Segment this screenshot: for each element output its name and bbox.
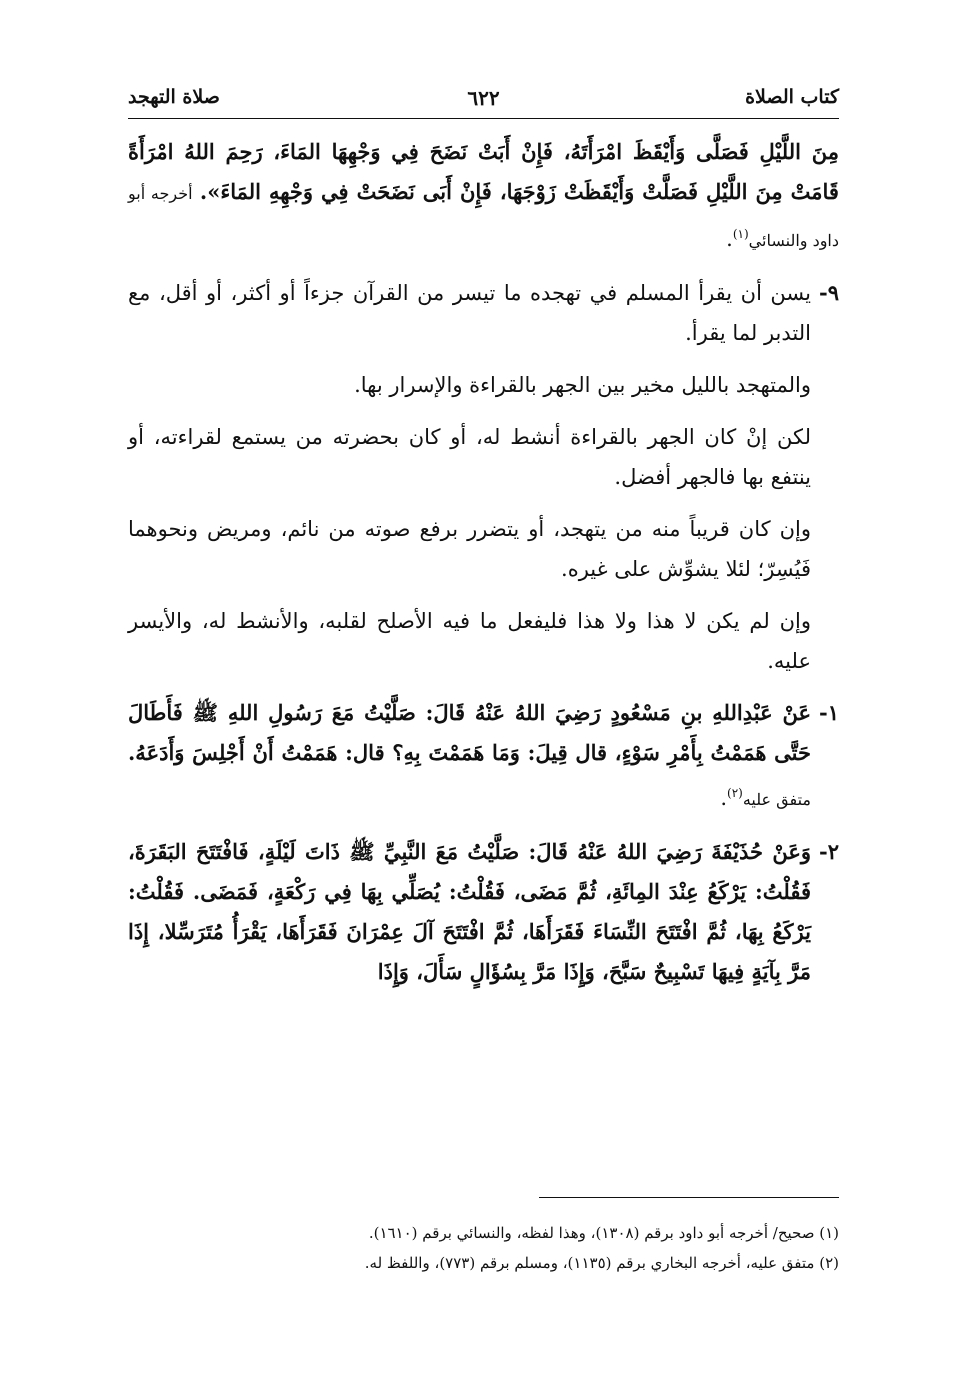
page-number: ٦٢٢ bbox=[467, 86, 500, 110]
footnote-mark-2: (٢) bbox=[727, 786, 743, 800]
paragraph-4: وإن لم يكن لا هذا ولا هذا فليفعل ما فيه الأصلح لقلبه، والأنشط له، والأيسر عليه. bbox=[128, 609, 811, 673]
chapter-title: صلاة التهجد bbox=[128, 86, 220, 108]
page-header bbox=[128, 86, 839, 116]
hadith-continuation-text: مِنَ اللَّيْلِ فَصَلَّى وَأَيْقَظَ امْرَأَتَهُ، فَإِنْ أَبَتْ نَضَحَ فِي وَجْهِهَا المَاءَ، رَحِمَ اللهُ امْرَأَةً قَامَتْ مِنَ اللَّيْلِ فَصَلَّتْ وَأَيْقَظَتْ زَوْجَهَا، فَإِنْ أَبَى نَضَحَتْ فِي وَجْهِهِ المَاءَ». bbox=[128, 139, 839, 204]
hadith-2-number: ٢- bbox=[819, 839, 839, 864]
book-title: كتاب الصلاة bbox=[745, 86, 839, 108]
paragraph-1: والمتهجد بالليل مخير بين الجهر بالقراءة والإسرار بها. bbox=[354, 373, 811, 397]
hadith-1-reference: متفق عليه bbox=[742, 790, 811, 809]
paragraph-2: لكن إنْ كان الجهر بالقراءة أنشط له، أو كان بحضرته من يستمع لقراءته، أو ينتفع بها فالجهر أفضل. bbox=[128, 425, 811, 489]
hadith-1: ١- عَنْ عَبْدِاللهِ بنِ مَسْعُودٍ رَضِيَ اللهُ عَنْهُ قَالَ: صَلَّيْتُ مَعَ رَسُولِ اللهِ ﷺ فَأَطَالَ حَتَّى هَمَمْتُ بِأَمْرِ سَوْءٍ، قال قِيلَ: وَمَا هَمَمْتَ بِهِ؟ قال: هَمَمْتُ أَنْ أَجْلِسَ وَأَدَعَهُ. متفق عليه$^{(٢)}$. bbox=[128, 693, 839, 820]
footnote-separator bbox=[539, 1197, 839, 1198]
header-rule bbox=[128, 118, 839, 119]
footnote-2: (٢) متفق عليه، أخرجه البخاري برقم (١١٣٥)، ومسلم برقم (٧٧٣)، واللفظ له. bbox=[364, 1254, 839, 1272]
hadith-2 bbox=[128, 832, 839, 992]
main-text bbox=[128, 132, 839, 1004]
point-9-number: ٩- bbox=[819, 280, 839, 305]
paragraph-3: وإن كان قريباً منه من يتهجد، أو يتضرر برفع صوته من نائم، ومريض ونحوهما فَيُسِرّ؛ لئلا يشوِّش على غيره. bbox=[128, 517, 811, 581]
hadith-1-text: عَنْ عَبْدِاللهِ بنِ مَسْعُودٍ رَضِيَ اللهُ عَنْهُ قَالَ: صَلَّيْتُ مَعَ رَسُولِ اللهِ ﷺ فَأَطَالَ حَتَّى هَمَمْتُ بِأَمْرِ سَوْءٍ، قال قِيلَ: وَمَا هَمَمْتَ بِهِ؟ قال: هَمَمْتُ أَنْ أَجْلِسَ وَأَدَعَهُ. bbox=[128, 700, 811, 765]
footnotes bbox=[128, 1218, 839, 1278]
hadith-continuation: مِنَ اللَّيْلِ فَصَلَّى وَأَيْقَظَ امْرَأَتَهُ، فَإِنْ أَبَتْ نَضَحَ فِي وَجْهِهَا المَاءَ، رَحِمَ اللهُ امْرَأَةً قَامَتْ مِنَ اللَّيْلِ فَصَلَّتْ وَأَيْقَظَتْ زَوْجَهَا، فَإِنْ أَبَى نَضَحَتْ فِي وَجْهِهِ المَاءَ». أخرجه أبو داود والنسائي$^{(١)}$. bbox=[128, 139, 839, 251]
hadith-continuation-reference: أخرجه أبو داود والنسائي bbox=[128, 184, 839, 250]
hadith-1-number: ١- bbox=[819, 700, 839, 725]
hadith-2-text: وَعَنْ حُذَيْفَةَ رَضِيَ اللهُ عَنْهُ قَالَ: صَلَّيْتُ مَعَ النَّبِيِّ ﷺ ذَاتَ لَيْلَةٍ، فَافْتَتَحَ البَقَرَةَ، فَقُلْتُ: يَرْكَعُ عِنْدَ المِائَةِ، ثُمَّ مَضَى، فَقُلْتُ: يُصَلِّي بِهَا فِي رَكْعَةٍ، فَمَضَى. فَقُلْتُ: يَرْكَعُ بِهَا، ثُمَّ افْتَتَحَ النِّسَاءَ فَقَرَأَهَا، ثُمَّ افْتَتَحَ آلَ عِمْرَانَ فَقَرَأَهَا، يَقْرَأُ مُتَرَسِّلا، إِذَا مَرَّ بِآيَةٍ فِيهَا تَسْبِيحٌ سَبَّحَ، وَإِذَا مَرَّ بِسُؤَالٍ سَأَلَ، وَإِذَا bbox=[128, 839, 811, 984]
footnote-mark-1: (١) bbox=[732, 227, 749, 241]
point-9-text: يسن أن يقرأ المسلم في تهجده ما تيسر من القرآن جزءاً أو أكثر، أو أقل، مع التدبر لما يقرأ. bbox=[128, 281, 811, 345]
point-9 bbox=[128, 273, 839, 353]
footnote-1: (١) صحيح/ أخرجه أبو داود برقم (١٣٠٨)، وهذا لفظه، والنسائي برقم (١٦١٠). bbox=[368, 1224, 839, 1242]
